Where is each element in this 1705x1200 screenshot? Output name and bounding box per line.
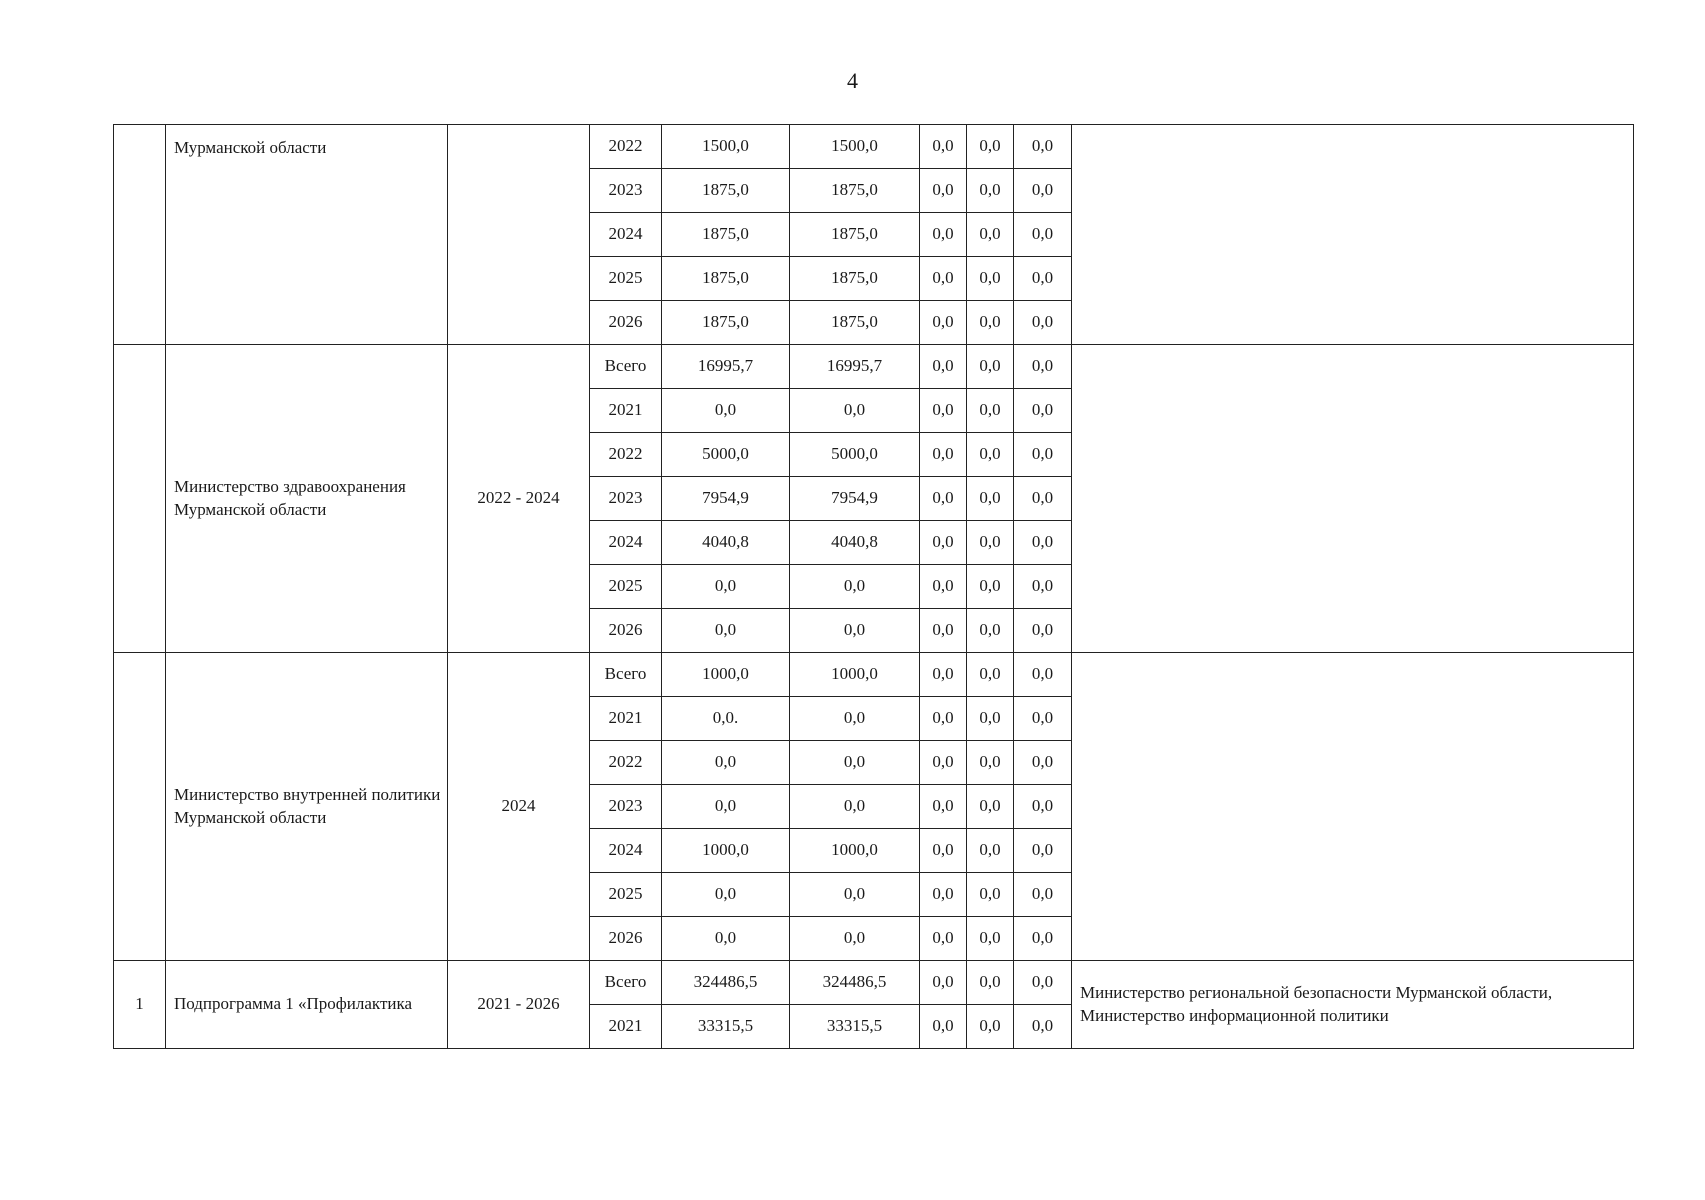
regional-cell: 0,0 bbox=[790, 565, 920, 609]
local-cell: 0,0 bbox=[967, 961, 1014, 1005]
federal-cell: 0,0 bbox=[920, 213, 967, 257]
row-number-cell: 1 bbox=[114, 961, 166, 1049]
federal-cell: 0,0 bbox=[920, 829, 967, 873]
federal-cell: 0,0 bbox=[920, 1005, 967, 1049]
year-cell: 2025 bbox=[590, 257, 662, 301]
regional-cell: 0,0 bbox=[790, 873, 920, 917]
total-cell: 1000,0 bbox=[662, 653, 790, 697]
other-cell: 0,0 bbox=[1014, 565, 1072, 609]
other-cell: 0,0 bbox=[1014, 873, 1072, 917]
period-cell: 2024 bbox=[448, 653, 590, 961]
other-cell: 0,0 bbox=[1014, 741, 1072, 785]
responsible-cell bbox=[1072, 653, 1634, 961]
executor-cell: Подпрограмма 1 «Профилактика bbox=[166, 961, 448, 1049]
table-row bbox=[114, 653, 1634, 697]
other-cell: 0,0 bbox=[1014, 917, 1072, 961]
regional-cell: 7954,9 bbox=[790, 477, 920, 521]
total-cell: 16995,7 bbox=[662, 345, 790, 389]
regional-cell: 0,0 bbox=[790, 697, 920, 741]
total-cell: 0,0 bbox=[662, 741, 790, 785]
year-cell: 2025 bbox=[590, 565, 662, 609]
other-cell: 0,0 bbox=[1014, 961, 1072, 1005]
federal-cell: 0,0 bbox=[920, 125, 967, 169]
federal-cell: 0,0 bbox=[920, 653, 967, 697]
page-number: 4 bbox=[847, 68, 858, 93]
responsible-cell: Министерство региональной безопасности Мурманской области, Министерство информационной политики bbox=[1072, 961, 1634, 1049]
regional-cell: 0,0 bbox=[790, 917, 920, 961]
federal-cell: 0,0 bbox=[920, 169, 967, 213]
local-cell: 0,0 bbox=[967, 741, 1014, 785]
federal-cell: 0,0 bbox=[920, 477, 967, 521]
total-cell: 1875,0 bbox=[662, 213, 790, 257]
period-cell: 2021 - 2026 bbox=[448, 961, 590, 1049]
other-cell: 0,0 bbox=[1014, 433, 1072, 477]
other-cell: 0,0 bbox=[1014, 697, 1072, 741]
local-cell: 0,0 bbox=[967, 477, 1014, 521]
total-cell: 1875,0 bbox=[662, 257, 790, 301]
year-cell: 2023 bbox=[590, 785, 662, 829]
total-cell: 33315,5 bbox=[662, 1005, 790, 1049]
table-row bbox=[114, 125, 1634, 169]
federal-cell: 0,0 bbox=[920, 257, 967, 301]
year-cell: 2026 bbox=[590, 917, 662, 961]
local-cell: 0,0 bbox=[967, 1005, 1014, 1049]
year-cell: 2022 bbox=[590, 125, 662, 169]
regional-cell: 1875,0 bbox=[790, 301, 920, 345]
federal-cell: 0,0 bbox=[920, 565, 967, 609]
year-cell: 2026 bbox=[590, 609, 662, 653]
regional-cell: 33315,5 bbox=[790, 1005, 920, 1049]
other-cell: 0,0 bbox=[1014, 257, 1072, 301]
row-number-cell bbox=[114, 125, 166, 345]
local-cell: 0,0 bbox=[967, 653, 1014, 697]
other-cell: 0,0 bbox=[1014, 213, 1072, 257]
total-cell: 4040,8 bbox=[662, 521, 790, 565]
regional-cell: 0,0 bbox=[790, 389, 920, 433]
year-cell: Всего bbox=[590, 653, 662, 697]
other-cell: 0,0 bbox=[1014, 609, 1072, 653]
regional-cell: 4040,8 bbox=[790, 521, 920, 565]
year-cell: 2024 bbox=[590, 829, 662, 873]
table-row bbox=[114, 345, 1634, 389]
year-cell: Всего bbox=[590, 345, 662, 389]
executor-cell: Министерство здравоохранения Мурманской области bbox=[166, 345, 448, 653]
regional-cell: 324486,5 bbox=[790, 961, 920, 1005]
local-cell: 0,0 bbox=[967, 697, 1014, 741]
local-cell: 0,0 bbox=[967, 169, 1014, 213]
other-cell: 0,0 bbox=[1014, 829, 1072, 873]
local-cell: 0,0 bbox=[967, 345, 1014, 389]
regional-cell: 5000,0 bbox=[790, 433, 920, 477]
local-cell: 0,0 bbox=[967, 829, 1014, 873]
federal-cell: 0,0 bbox=[920, 389, 967, 433]
local-cell: 0,0 bbox=[967, 873, 1014, 917]
local-cell: 0,0 bbox=[967, 521, 1014, 565]
executor-cell: Мурманской области bbox=[166, 125, 448, 345]
total-cell: 1500,0 bbox=[662, 125, 790, 169]
total-cell: 1875,0 bbox=[662, 301, 790, 345]
regional-cell: 0,0 bbox=[790, 741, 920, 785]
year-cell: 2022 bbox=[590, 741, 662, 785]
regional-cell: 1875,0 bbox=[790, 257, 920, 301]
period-cell: 2022 - 2024 bbox=[448, 345, 590, 653]
federal-cell: 0,0 bbox=[920, 697, 967, 741]
federal-cell: 0,0 bbox=[920, 785, 967, 829]
other-cell: 0,0 bbox=[1014, 389, 1072, 433]
other-cell: 0,0 bbox=[1014, 125, 1072, 169]
total-cell: 0,0. bbox=[662, 697, 790, 741]
federal-cell: 0,0 bbox=[920, 917, 967, 961]
local-cell: 0,0 bbox=[967, 125, 1014, 169]
other-cell: 0,0 bbox=[1014, 301, 1072, 345]
total-cell: 5000,0 bbox=[662, 433, 790, 477]
total-cell: 0,0 bbox=[662, 565, 790, 609]
total-cell: 7954,9 bbox=[662, 477, 790, 521]
regional-cell: 0,0 bbox=[790, 785, 920, 829]
local-cell: 0,0 bbox=[967, 917, 1014, 961]
local-cell: 0,0 bbox=[967, 389, 1014, 433]
federal-cell: 0,0 bbox=[920, 609, 967, 653]
local-cell: 0,0 bbox=[967, 301, 1014, 345]
year-cell: 2026 bbox=[590, 301, 662, 345]
federal-cell: 0,0 bbox=[920, 521, 967, 565]
budget-table bbox=[113, 124, 1634, 1049]
year-cell: 2021 bbox=[590, 389, 662, 433]
total-cell: 0,0 bbox=[662, 873, 790, 917]
other-cell: 0,0 bbox=[1014, 169, 1072, 213]
regional-cell: 1875,0 bbox=[790, 213, 920, 257]
total-cell: 0,0 bbox=[662, 917, 790, 961]
year-cell: 2022 bbox=[590, 433, 662, 477]
federal-cell: 0,0 bbox=[920, 433, 967, 477]
regional-cell: 1875,0 bbox=[790, 169, 920, 213]
other-cell: 0,0 bbox=[1014, 1005, 1072, 1049]
total-cell: 0,0 bbox=[662, 785, 790, 829]
responsible-cell bbox=[1072, 345, 1634, 653]
local-cell: 0,0 bbox=[967, 609, 1014, 653]
other-cell: 0,0 bbox=[1014, 653, 1072, 697]
year-cell: 2021 bbox=[590, 1005, 662, 1049]
federal-cell: 0,0 bbox=[920, 301, 967, 345]
table-row bbox=[114, 961, 1634, 1005]
total-cell: 0,0 bbox=[662, 609, 790, 653]
other-cell: 0,0 bbox=[1014, 785, 1072, 829]
budget-table-body bbox=[114, 125, 1634, 1049]
federal-cell: 0,0 bbox=[920, 741, 967, 785]
other-cell: 0,0 bbox=[1014, 345, 1072, 389]
responsible-cell bbox=[1072, 125, 1634, 345]
local-cell: 0,0 bbox=[967, 785, 1014, 829]
regional-cell: 16995,7 bbox=[790, 345, 920, 389]
federal-cell: 0,0 bbox=[920, 345, 967, 389]
year-cell: 2025 bbox=[590, 873, 662, 917]
year-cell: Всего bbox=[590, 961, 662, 1005]
total-cell: 1000,0 bbox=[662, 829, 790, 873]
other-cell: 0,0 bbox=[1014, 521, 1072, 565]
local-cell: 0,0 bbox=[967, 257, 1014, 301]
local-cell: 0,0 bbox=[967, 213, 1014, 257]
local-cell: 0,0 bbox=[967, 565, 1014, 609]
year-cell: 2021 bbox=[590, 697, 662, 741]
period-cell bbox=[448, 125, 590, 345]
local-cell: 0,0 bbox=[967, 433, 1014, 477]
other-cell: 0,0 bbox=[1014, 477, 1072, 521]
federal-cell: 0,0 bbox=[920, 873, 967, 917]
year-cell: 2024 bbox=[590, 213, 662, 257]
federal-cell: 0,0 bbox=[920, 961, 967, 1005]
total-cell: 0,0 bbox=[662, 389, 790, 433]
year-cell: 2023 bbox=[590, 169, 662, 213]
regional-cell: 1500,0 bbox=[790, 125, 920, 169]
year-cell: 2023 bbox=[590, 477, 662, 521]
row-number-cell bbox=[114, 653, 166, 961]
regional-cell: 0,0 bbox=[790, 609, 920, 653]
regional-cell: 1000,0 bbox=[790, 829, 920, 873]
regional-cell: 1000,0 bbox=[790, 653, 920, 697]
year-cell: 2024 bbox=[590, 521, 662, 565]
row-number-cell bbox=[114, 345, 166, 653]
executor-cell: Министерство внутренней политики Мурманской области bbox=[166, 653, 448, 961]
total-cell: 324486,5 bbox=[662, 961, 790, 1005]
total-cell: 1875,0 bbox=[662, 169, 790, 213]
